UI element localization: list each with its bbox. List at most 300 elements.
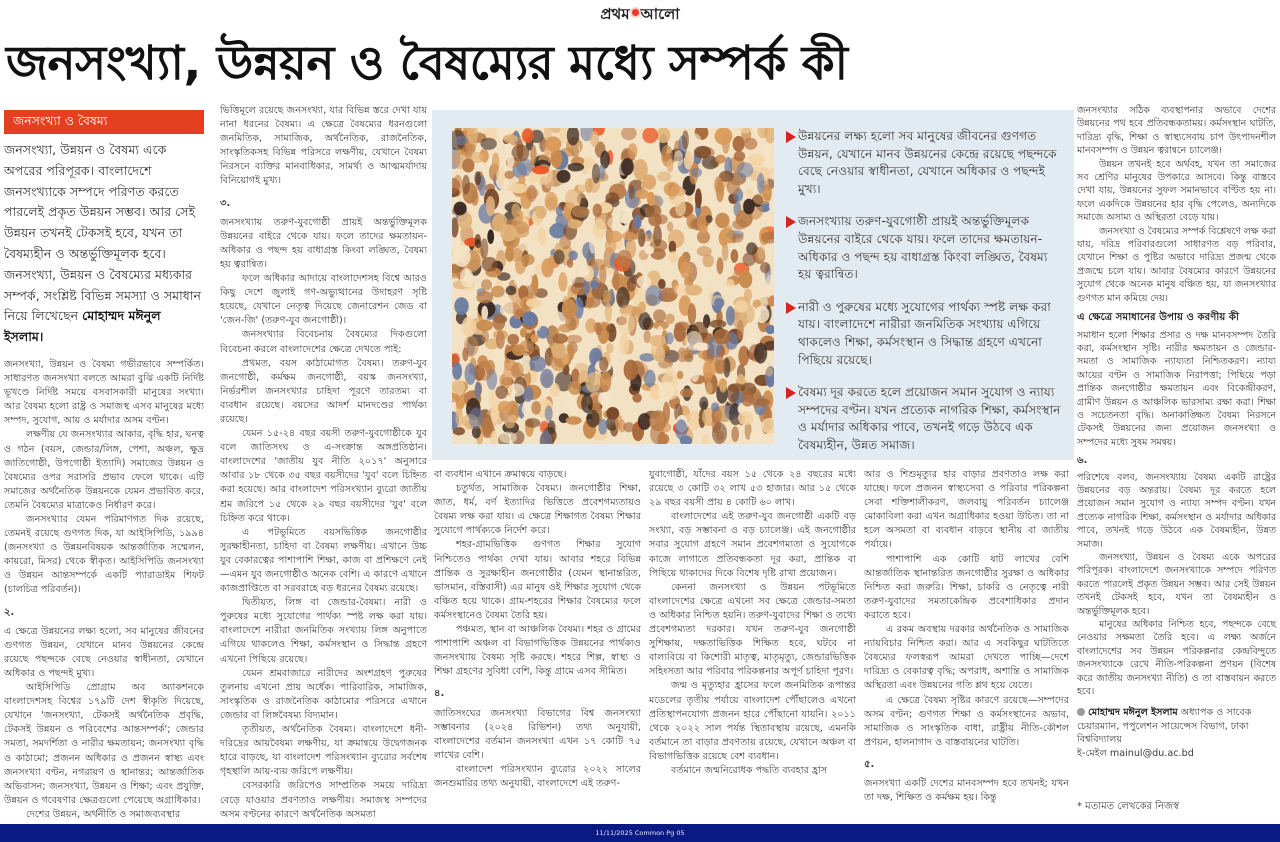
crowd-figure (734, 301, 748, 313)
crowd-figure (531, 401, 541, 415)
crowd-figure (526, 298, 541, 307)
crowd-figure (496, 386, 508, 399)
paragraph: ভিত্তিমূলে রয়েছে জনসংখ্যা, যার বিভিন্ন স্তরে দেখা যায় নানা ধরনের বৈষম্য। এ ক্ষেত্রে বৈষম্যের ধরনগুলো জনমিতিক, সামাজিক, অর্থনৈতিক, রাজনৈতিক, সাংস্কৃতিকসহ বিভিন্ন পরিসরে লক্ষণীয়, যেখানে বৈষম্য নিরসনে ব্যক্তির মানবাধিকার, সামর্থ্য ও আত্মমর্যাদায় বিনিয়োগই মুখ্য। (220, 105, 427, 187)
crowd-figure (720, 383, 727, 393)
crowd-figure (508, 415, 518, 423)
crowd-figure (756, 398, 770, 406)
section-number: ২. (4, 606, 15, 618)
crowd-figure (702, 434, 709, 444)
crowd-figure (476, 291, 493, 303)
crowd-figure (545, 406, 553, 422)
crowd-figure (757, 173, 765, 194)
crowd-figure (510, 183, 527, 193)
crowd-figure (664, 182, 680, 197)
crowd-figure (593, 218, 606, 239)
author-title: অধ্যাপক ও সাবেক চেয়ারম্যান, পপুলেশন সায়েন্সেস বিভাগ, ঢাকা বিশ্ববিদ্যালয় (1077, 707, 1252, 746)
crowd-figure (476, 320, 493, 331)
crowd-figure (493, 313, 506, 330)
crowd-figure (627, 277, 636, 292)
paragraph: কেননা জনসংখ্যা ও উন্নয়ন পটভূমিতে বাংলাদেশের ক্ষেত্রে এখনো সব ক্ষেত্রে জেন্ডার-সমতা ও অধিকার নিশ্চিত হয়নি। তরুণ-যুবাদের শিক্ষা ও তথ্যে প্রবেশগম্যতা দরকার। যখন তরুণ-যুব জনগোষ্ঠী সুশিক্ষায়, দক্ষতাভিত্তিক শিক্ষিত হবে, ঘটবে না বাল্যবিয়ে বা কিশোরী মাতৃত্ব, মাতৃমৃত্যু, জেন্ডারভিত্তিক সহিংসতা আর পরিবার পরিকল্পনার অপূর্ণ চাহিদা পূরণ। (649, 581, 856, 678)
crowd-figure (492, 153, 500, 174)
column-6 (1077, 104, 1276, 760)
crowd-figure (543, 140, 556, 156)
crowd-figure (717, 257, 724, 274)
crowd-figure (521, 254, 535, 265)
crowd-figure (572, 206, 590, 217)
crowd-figure (498, 401, 511, 414)
paragraph: আইসিপিডি প্রোগ্রাম অব অ্যাকশনকে বাংলাদেশসহ বিশ্বের ১৭৯টি দেশ স্বীকৃতি দিয়েছে, যেখানে 'জনসংখ্যা, টেকসই অর্থনৈতিক প্রবৃদ্ধি, টেকসই উন্নয়ন ও পরিবেশের আন্তসম্পর্ক'; জেন্ডার সমতা, সমদর্শিতা ও নারীর ক্ষমতায়ন; জনসংখ্যা বৃদ্ধি ও কাঠামো; প্রজনন অধিকার ও প্রজনন স্বাস্থ্য এবং জনসংখ্যা বণ্টন, নগরায়ণ ও স্থানান্তর; আন্তর্জাতিক অভিবাসন; জনসংখ্যা, উন্নয়ন ও শিক্ষা; এবং প্রযুক্তি, উন্নয়ন ও গবেষণার ক্ষেত্রগুলো পেয়েছে অগ্রাধিকার। (4, 682, 204, 806)
bullet-dot-icon (1077, 708, 1085, 716)
masthead (0, 0, 1280, 30)
crowd-figure (462, 159, 474, 173)
crowd-figure (579, 266, 590, 276)
paragraph: এ ক্ষেত্রে উন্নয়নের লক্ষ্য হলো, সব মানুষের জীবনের গুণগত উন্নয়ন, যেখানে মানব উন্নয়নের কেন্দ্রে রয়েছে পছন্দকে বেছে নেওয়ার স্বাধীনতা, যেখানে অধিকার ও পছন্দই মুখ্য। (4, 625, 204, 679)
crowd-figure (481, 306, 488, 320)
paragraph: দ্বিতীয়ত, লিঙ্গ বা জেন্ডার-বৈষম্য। নারী ও পুরুষের মধ্যে সুযোগের পার্থক্য স্পষ্ট লক্ষ করা যায়। বাংলাদেশে নারীরা জনমিতিক সংখ্যায় লিঙ্গ অনুপাতে এগিয়ে থাকলেও শিক্ষা, কর্মসংস্থান ও সিদ্ধান্ত গ্রহণে এখনো পিছিয়ে রয়েছে। (220, 597, 427, 665)
crowd-figure (487, 229, 494, 244)
crowd-figure (603, 290, 612, 304)
crowd-figure (525, 418, 540, 428)
paragraph: জনসংখ্যা ও বৈষম্যের সম্পর্ক বিশ্লেষণে লক্ষ করা যায়, দরিদ্র পরিবারগুলো সাধারণত বড় পরিবার, যেখানে শিক্ষা ও পুষ্টির অভাবে দারিদ্র্য প্রজন্ম থেকে প্রজন্মে চলে যায়। আবার বৈষম্যের কারণে উন্নয়নের সুযোগ থেকে অনেক মানুষ বঞ্চিত হয়, যা জনসংখ্যার গুণগত মান কমিয়ে দেয়। (1077, 225, 1276, 304)
crowd-figure (722, 243, 729, 262)
section-number: ৬. (1077, 455, 1088, 467)
triangle-bullet-icon (786, 131, 796, 143)
crowd-figure (605, 303, 612, 322)
crowd-figure (629, 185, 635, 199)
crowd-figure (500, 224, 517, 241)
crowd-figure (589, 235, 596, 254)
intro-body: জনসংখ্যা, উন্নয়ন ও বৈষম্য একে অপরের পরিপূরক। বাংলাদেশে জনসংখ্যাকে সম্পদে পরিণত করতে পারলেই প্রকৃত উন্নয়ন সম্ভব। আর সেই উন্নয়ন তখনই টেকসই হবে, যখন তা বৈষম্যহীন ও অন্তর্ভুক্তিমূলক হবে। জনসংখ্যা, উন্নয়ন ও বৈষম্যের মধ্যকার সম্পর্ক, সংশ্লিষ্ট বিভিন্ন সমস্যা ও সমাধান নিয়ে লিখেছেন (4, 142, 202, 324)
crowd-figure (454, 297, 468, 315)
column-5 (864, 468, 1069, 805)
crowd-figure (744, 289, 752, 302)
crowd-figure (598, 419, 607, 435)
crowd-figure (647, 192, 655, 206)
crowd-figure (705, 382, 713, 395)
crowd-figure (623, 422, 634, 432)
crowd-figure (658, 382, 674, 402)
crowd-figure (460, 268, 473, 287)
crowd-figure (619, 181, 625, 189)
crowd-photo (452, 128, 774, 444)
sun-icon (632, 9, 639, 16)
crowd-figure (590, 131, 599, 147)
column-4 (649, 468, 856, 778)
crowd-figure (675, 419, 687, 440)
paragraph: বর্তমানে জন্মনিরোধক পদ্ধতি ব্যবহার হ্রাস (671, 764, 828, 776)
crowd-figure (727, 179, 740, 194)
crowd-figure (503, 134, 518, 144)
crowd-figure (453, 245, 471, 267)
crowd-figure (482, 257, 498, 272)
crowd-figure (590, 280, 598, 289)
crowd-figure (622, 209, 630, 225)
crowd-figure (649, 410, 666, 431)
crowd-figure (608, 231, 623, 243)
logo-text-left: প্রথম (600, 4, 630, 23)
paragraph: শহর-গ্রামভিত্তিক গুণগত শিক্ষার সুযোগ নিশ্চিতেও পার্থক্য দেখা যায়। আবার শহরে বিভিন্ন প্রান্তিক ও সুরক্ষাহীন জনগোষ্ঠীর (যেমন স্থানান্তরিত, ভাসমান, বস্তিবাসী) এর মানুষ ওই শিক্ষার সুযোগ থেকে বঞ্চিত হয়ে থাকে। গ্রাম-শহরের শিক্ষার বৈষম্যের ফলে কর্মসংস্থানেও বৈষম্য তৈরি হয়। (434, 539, 641, 621)
crowd-figure (645, 246, 655, 255)
paragraph: তৃতীয়ত, অর্থনৈতিক বৈষম্য। বাংলাদেশে ধনী-দরিদ্রের আয়বৈষম্য লক্ষণীয়, যা ক্রমান্বয়ে উদ্বেগজনক হারে বাড়ছে, যা বাংলাদেশ পরিসংখ্যান ব্যুরোর সর্বশেষ গৃহস্থালি আয়-ব্যয় জরিপে লক্ষণীয়। (220, 724, 427, 778)
crowd-figure (645, 285, 662, 305)
section-number: ৫. (864, 758, 875, 770)
intro-text (4, 140, 204, 348)
crowd-figure (598, 392, 611, 405)
highlight-text: উন্নয়নের লক্ষ্য হলো সব মানুষের জীবনের গুণগত উন্নয়ন, যেখানে মানব উন্নয়নের কেন্দ্রে রয়েছে পছন্দকে বেছে নেওয়ার স্বাধীনতা, যেখানে অধিকার ও পছন্দই মুখ্য। (798, 129, 1057, 196)
crowd-figure (657, 172, 671, 182)
crowd-figure (529, 356, 546, 372)
crowd-figure (530, 145, 536, 165)
crowd-figure (522, 128, 534, 143)
crowd-figure (527, 185, 537, 202)
crowd-figure (606, 407, 619, 420)
crowd-figure (731, 426, 739, 442)
author-email[interactable]: mainul@du.ac.bd (1109, 747, 1194, 759)
crowd-figure (654, 214, 668, 224)
disclaimer: * মতামত লেখকের নিজস্ব (1077, 800, 1276, 814)
footer-text: 11/11/2025 Common Pg 05 (595, 829, 685, 837)
paragraph: বাংলাদেশের এই তরুণ-যুব জনগোষ্ঠী একটি বড় সংখ্যা, বড় সম্ভাবনা ও বড় চ্যালেঞ্জ। এই জনগোষ্ঠীর সবার সুযোগ গ্রহণে সমান প্রবেশগম্যতা ও সুযোগকে কাজে লাগাতে প্রতিবন্ধকতা দূর করা, প্রান্তিক বা পিছিয়ে থাকাদের দিকে বিশেষ দৃষ্টি রাখা প্রয়োজন। (649, 511, 856, 579)
crowd-figure (551, 128, 560, 133)
crowd-figure (658, 434, 669, 445)
crowd-figure (667, 159, 674, 173)
paragraph: জনসংখ্যা, উন্নয়ন ও বৈষম্য গভীরভাবে সম্পর্কিত। সাধারণত জনসংখ্যা বলতে আমরা বুঝি একটি নির্দিষ্ট ভূখণ্ডে নির্দিষ্ট সময়ে বসবাসকারী মানুষের সংখ্যা। আর বৈষম্য হলো রাষ্ট্র ও সমাজস্থ এসব মানুষের মধ্যে সম্পদ, সুযোগ, আয় ও মর্যাদার অসম বণ্টন। (4, 358, 204, 427)
crowd-figure (532, 274, 538, 294)
paragraph: যুবাগোষ্ঠী, যাঁদের বয়স ১৫ থেকে ২৪ বছরের মধ্যে রয়েছে ৩ কোটি ৩২ লাখ ৫৩ হাজার। আর ১৫ থেকে ২৯ বছর বয়সী প্রায় ৪ কোটি ৬০ লাখ। (649, 469, 856, 509)
crowd-figure (496, 331, 505, 349)
crowd-figure (665, 314, 675, 324)
section-tag: জনসংখ্যা ও বৈষম্য (4, 110, 204, 134)
paragraph: জনসংখ্যার বিবেচনায় বৈষম্যের দিকগুলো বিবেচনা করলে বাংলাদেশের ক্ষেত্রে দেখতে পাই: (220, 329, 427, 355)
highlight-text: বৈষম্য দূর করতে হলে প্রয়োজন সমান সুযোগ ও ন্যায্য সম্পদের বণ্টন। যখন প্রত্যেক নাগরিক শিক্ষা, কর্মসংস্থান ও মর্যাদার অধিকার পাবে, তখনই গড়ে উঠবে এক বৈষম্যহীন, উন্নত সমাজ। (798, 385, 1061, 452)
crowd-figure (568, 381, 581, 395)
paragraph: মানুষের অধিকার নিশ্চিত হবে, পছন্দকে বেছে নেওয়ার সক্ষমতা তৈরি হবে। এ লক্ষ্য অর্জনে বাংলাদেশের সব উন্নয়ন পরিকল্পনার কেন্দ্রবিন্দুতে জনসংখ্যাকে রেখে নীতি-পরিকল্পনা প্রণয়ন (বিশেষ করে জাতীয় জনসংখ্যা নীতি) ও তা বাস্তবায়ন করতে হবে। (1077, 619, 1276, 698)
triangle-bullet-icon (786, 216, 796, 228)
crowd-figure (550, 383, 560, 398)
crowd-figure (522, 312, 537, 326)
crowd-figure (481, 330, 489, 342)
crowd-figure (758, 246, 766, 260)
crowd-figure (644, 370, 656, 388)
paragraph: প্রথমত, বয়স কাঠামোগত বৈষম্য। তরুণ-যুব জনগোষ্ঠী, কর্মক্ষম জনগোষ্ঠী, বয়স্ক জনসংখ্যা, নির্ভরশীল জনসংখ্যার চাহিদা পূরণে তারতম্য বা ব্যবধান রয়েছে। বয়সের আদর্শ মানদণ্ডের পার্থক্য রয়েছে। (220, 357, 427, 425)
crowd-figure (657, 128, 671, 143)
crowd-figure (743, 199, 755, 215)
crowd-figure (572, 144, 579, 159)
crowd-figure (474, 171, 481, 185)
paragraph: জাতিসংঘের জনসংখ্যা বিভাগের বিশ্ব জনসংখ্যা সম্ভাবনার (২০২৪ রিভিশন) তথ্য অনুযায়ী, বাংলাদেশের বর্তমান জনসংখ্যা এখন ১৭ কোটি ৭৫ লাখের বেশি। (434, 707, 641, 761)
crowd-figure (727, 384, 739, 403)
crowd-figure (522, 208, 530, 223)
crowd-figure (737, 162, 754, 177)
crowd-figure (766, 367, 773, 377)
paragraph: লক্ষণীয় যে জনসংখ্যার আকার, বৃদ্ধি হার, ঘনত্ব ও গঠন (বয়স, জেন্ডার/লিঙ্গ, পেশা, অঞ্চল, ক্ষুদ্র জাতিগোষ্ঠী, উপগোষ্ঠী ইত্যাদি) সমাজের উন্নয়ন ও বৈষম্যের ওপর সরাসরি প্রভাব ফেলে থাকে। এটি সমাজের অর্থনৈতিক উন্নয়নকে যেমন প্রভাবিত করে, তেমনি বৈষম্যের মাত্রাকেও নির্ধারণ করে। (4, 429, 204, 511)
crowd-figure (739, 271, 752, 289)
crowd-figure (607, 217, 622, 230)
crowd-figure (677, 347, 687, 362)
paragraph: জনসংখ্যায় তরুণ-যুবগোষ্ঠী প্রায়ই অন্তর্ভুক্তিমূলক উন্নয়নের বাইরে থেকে যায়। ফলে তাদের ক্ষমতায়ন-অধিকার ও পছন্দ হয় বাধাগ্রস্ত কিংবা লঙ্ঘিত, বৈষম্য হয় ত্বরান্বিত। (220, 216, 427, 270)
crowd-figure (638, 301, 646, 313)
crowd-figure (569, 251, 578, 261)
paragraph: পঞ্চমত, স্থান বা আঞ্চলিক বৈষম্য। শহর ও গ্রামের পাশাপাশি অঞ্চল বা বিভাগভিত্তিক উন্নয়নের পার্থক্যও জনসংখ্যায় বৈষম্য সৃষ্টি করছে। শহরে শিল্প, স্বাস্থ্য ও শিক্ষা গ্রহণের সুবিধা বেশি, কিন্তু গ্রামে এসব সীমিত। (434, 624, 641, 678)
crowd-figure (518, 175, 525, 184)
crowd-figure (498, 168, 505, 185)
crowd-figure (738, 411, 754, 425)
crowd-figure (715, 155, 726, 164)
crowd-figure (613, 269, 620, 290)
crowd-figure (556, 206, 563, 217)
crowd-figure (600, 371, 611, 392)
paragraph: পাশাপাশি এক কোটি ষাট লাখের বেশি আন্তর্জাতিক স্থানান্তরিত জনগোষ্ঠীর সুরক্ষা ও অধিকার নিশ্চিত করা জরুরি। শিক্ষা, চাকরি ও নেতৃত্বে নারী তরুণ-যুবাদের সমতাকেন্দ্রিক প্রবেশাধিকার প্রদান করাতে হবে। (864, 553, 1069, 621)
crowd-figure (637, 275, 651, 287)
paragraph: আর ও শিশুমৃত্যুর হার বাড়ার প্রবণতাও লক্ষ করা যাচ্ছে। ফলে প্রজনন স্বাস্থ্যসেবা ও পরিবার পরিকল্পনা সেবা শক্তিশালীকরণ, জলবায়ু পরিবর্তন চ্যালেঞ্জ মোকাবিলা করা এখন অগ্রাধিকার হওয়া উচিত। তা না হলে অসমতা বা ব্যবধান বাড়বে স্থানীয় বা জাতীয় পর্যায়ে। (864, 469, 1069, 551)
crowd-figure (621, 128, 636, 140)
crowd-figure (695, 188, 702, 208)
paragraph: বা ব্যবধান এখানে ক্রমান্বয়ে বাড়ছে। (434, 469, 567, 480)
crowd-figure (726, 279, 735, 287)
crowd-figure (618, 313, 636, 335)
crowd-figure (462, 348, 468, 362)
paragraph: এ পটভূমিতে বয়সভিত্তিক জনগোষ্ঠীর সুরক্ষাহীনতা, চাহিদা বা বৈষম্য লক্ষণীয়। এখানে উচ্চ যুব বেকারত্বের পাশাপাশি শিক্ষা, কাজ বা প্রশিক্ষণে নেই—এমন যুব জনগোষ্ঠীও অনেক বেশি। এ কারণে এখানে কাজপ্রাপ্তিতে বা সরবরাহে বড় ধরনের বৈষম্য রয়েছে। (220, 526, 427, 595)
crowd-figure (620, 333, 630, 354)
highlight-item (786, 384, 1062, 454)
crowd-figure (469, 408, 483, 429)
crowd-figure (465, 363, 477, 385)
crowd-figure (710, 320, 727, 328)
crowd-figure (741, 391, 754, 407)
crowd-figure (513, 208, 523, 225)
paragraph: পরিশেষে বলব, জনসংখ্যায় বৈষম্য একটি রাষ্ট্রের উন্নয়নের বড় অন্তরায়। বৈষম্য দূর করতে হলে প্রয়োজন সমান সুযোগ ও ন্যায্য সম্পদ বণ্টন। যখন প্রত্যেক নাগরিক শিক্ষা, কর্মসংস্থান ও মর্যাদার অধিকার পাবে, তখনই গড়ে উঠবে এক বৈষম্যহীন, উন্নত সমাজ। (1077, 471, 1276, 550)
crowd-figure (520, 328, 527, 338)
crowd-figure (535, 206, 546, 219)
crowd-figure (617, 250, 632, 268)
crowd-figure (499, 432, 517, 444)
crowd-figure (697, 246, 712, 256)
triangle-bullet-icon (786, 387, 796, 399)
crowd-figure (760, 262, 770, 273)
crowd-figure (491, 407, 499, 423)
crowd-figure (655, 346, 665, 363)
crowd-figure (667, 222, 673, 232)
crowd-figure (649, 335, 666, 347)
crowd-figure (512, 344, 525, 356)
crowd-figure (703, 271, 710, 286)
triangle-bullet-icon (786, 302, 796, 314)
column-3 (434, 468, 641, 791)
crowd-figure (686, 331, 703, 351)
crowd-figure (755, 306, 770, 323)
paragraph: যেমন শ্রমবাজারে নারীদের অংশগ্রহণ পুরুষের তুলনায় এখনো প্রায় অর্ধেক। পারিবারিক, সামাজিক, সাংস্কৃতিক ও রাজনৈতিক কাঠামোর পরিসরে এখানে জেন্ডার বা লিঙ্গবৈষম্য বিদ্যমান। (220, 667, 427, 721)
crowd-figure (585, 372, 601, 392)
crowd-figure (711, 402, 719, 411)
crowd-figure (561, 349, 568, 366)
crowd-figure (653, 309, 666, 322)
crowd-figure (553, 333, 568, 343)
highlight-item (786, 128, 1062, 198)
section-number: ৩. (220, 197, 231, 209)
crowd-figure (503, 365, 512, 386)
crowd-figure (554, 250, 565, 265)
crowd-figure (618, 295, 624, 305)
crowd-figure (585, 297, 600, 308)
crowd-figure (731, 249, 739, 263)
crowd-figure (682, 130, 689, 149)
col1-body (4, 358, 204, 598)
crowd-figure (558, 272, 567, 292)
crowd-figure (733, 136, 745, 152)
crowd-figure (694, 146, 711, 159)
email-label: ই-মেইল (1077, 747, 1107, 759)
crowd-figure (724, 225, 733, 243)
crowd-figure (643, 174, 656, 189)
crowd-figure (566, 416, 582, 425)
crowd-figure (581, 394, 593, 413)
crowd-figure (606, 324, 614, 333)
highlight-bullets (786, 128, 1062, 470)
crowd-figure (507, 155, 515, 168)
crowd-figure (455, 135, 469, 145)
paragraph: জনসংখ্যার সঠিক ব্যবস্থাপনার অভাবে দেশের উন্নয়নের পথ হবে প্রতিবন্ধকতাময়। কর্মসংস্থান ঘাটতি, দারিদ্র্য বৃদ্ধি, শিক্ষা ও স্বাস্থ্যসেবায় চাপ উৎপাদনশীল মানবসম্পদ ও উন্নয়ন ত্বরান্বনে চ্যালেঞ্জ। (1077, 105, 1276, 157)
crowd-figure (668, 251, 677, 263)
crowd-figure (688, 303, 696, 325)
crowd-figure (481, 138, 497, 150)
crowd-figure (701, 401, 708, 410)
crowd-figure (567, 219, 582, 229)
crowd-figure (637, 144, 646, 155)
column-2 (220, 104, 427, 822)
paragraph: দেশের উন্নয়ন, অর্থনীতি ও সমাজব্যবস্থার (26, 808, 181, 820)
crowd-figure (559, 324, 573, 333)
intro-author: মোহাম্মদ মঈনুল ইসলাম। (4, 308, 161, 345)
crowd-figure (545, 192, 558, 211)
crowd-figure (504, 298, 514, 320)
crowd-figure (622, 232, 636, 240)
crowd-figure (743, 252, 756, 266)
highlight-item (786, 299, 1062, 369)
crowd-figure (599, 357, 608, 372)
crowd-figure (585, 318, 596, 333)
crowd-figure (593, 204, 603, 217)
crowd-figure (677, 371, 684, 379)
paragraph: এ ক্ষেত্রে বৈষম্য সৃষ্টির কারণে রয়েছে—সম্পদের অসম বণ্টন; গুণগত শিক্ষা ও কর্মসংস্থানের অভাব, সামাজিক ও সাংস্কৃতিক বাধা, রাষ্ট্রীয় নীতি-কৌশল প্রণয়ন, হালনাগাদ ও বাস্তবায়নের ঘাটতি। (864, 694, 1069, 748)
crowd-figure (691, 168, 703, 177)
crowd-figure (526, 241, 542, 252)
crowd-figure (726, 306, 735, 326)
crowd-figure (764, 128, 774, 143)
crowd-figure (599, 264, 606, 285)
page-footer (0, 824, 1280, 842)
crowd-figure (585, 178, 593, 193)
crowd-figure (532, 166, 549, 175)
crowd-figure (744, 138, 757, 150)
crowd-figure (506, 286, 517, 296)
crowd-figure (507, 334, 519, 345)
crowd-figure (690, 362, 700, 383)
crowd-figure (504, 171, 514, 179)
crowd-figure (714, 298, 725, 308)
paragraph: উন্নয়ন তখনই হবে অর্থবহ, যখন তা সমাজের সব শ্রেণির মানুষের উপকারে আসবে। কিন্তু বাস্তবে দেখা যায়, উন্নয়নের সুফল সমানভাবে বণ্টিত হয় না। ফলে একদিকে উন্নয়নের হার বৃদ্ধি পেলেও, অন্যদিকে সমাজে অসাম্য ও অস্থিরতা বেড়ে যায়। (1077, 158, 1276, 224)
crowd-figure (462, 317, 476, 337)
author-name: মোহাম্মদ মঈনুল ইসলাম (1088, 707, 1178, 719)
crowd-figure (624, 360, 638, 381)
crowd-figure (548, 420, 556, 434)
crowd-figure (674, 151, 684, 167)
crowd-figure (480, 238, 488, 259)
crowd-figure (475, 381, 482, 399)
paragraph: জনসংখ্যা, উন্নয়ন ও বৈষম্য একে অপরের পরিপূরক। বাংলাদেশে জনসংখ্যাকে সম্পদে পরিণত করতে পারলেই প্রকৃত উন্নয়ন সম্ভব। আর সেই উন্নয়ন তখনই টেকসই হবে, যখন তা বৈষম্যহীন ও অন্তর্ভুক্তিমূলক হবে। (1077, 552, 1276, 617)
crowd-figure (462, 175, 470, 195)
crowd-figure (734, 151, 745, 161)
newspaper-logo (600, 3, 679, 28)
paragraph: ফলে অধিকার আদায়ে বাংলাদেশসহ বিশ্বে আরও কিছু দেশে জুলাই গণ-অভ্যুত্থানের উদাহরণ সৃষ্টি হয়েছে, যেখানে নেতৃত্ব দিয়েছে জেনারেশন জেড বা 'জেন-জি' (তরুণ-যুব জনগোষ্ঠী)। (220, 273, 427, 327)
crowd-figure (508, 384, 525, 397)
crowd-figure (680, 262, 691, 279)
crowd-figure (680, 388, 693, 397)
highlight-text: জনসংখ্যায় তরুণ-যুবগোষ্ঠী প্রায়ই অন্তর্ভুক্তিমূলক উন্নয়নের বাইরে থেকে যায়। ফলে তাদের ক্ষমতায়ন-অধিকার ও পছন্দ হয় বাধাগ্রস্ত কিংবা লঙ্ঘিত, বৈষম্য হয় ত্বরান্বিত। (798, 214, 1048, 282)
paragraph: এ রকম অবস্থায় দরকার অর্থনৈতিক ও সামাজিক ন্যায়বিচার নিশ্চিত করা। আর এ সবকিছুর ঘাটতিতে বৈষম্যের ফলস্বরূপ আমরা দেখতে পাচ্ছি—দেশে দারিদ্র্য ও বেকারত্ব বৃদ্ধি; অপরাধ, অশান্তি ও সামাজিক অস্থিরতা এবং উন্নয়নের গতি শ্লথ হয়ে যেতে। (864, 624, 1069, 692)
crowd-figure (632, 393, 642, 402)
paragraph: বাংলাদেশ পরিসংখ্যান ব্যুরোর ২০২২ সালের জনশুমারির তথ্য অনুযায়ী, বাংলাদেশে এই তরুণ- (434, 763, 641, 789)
crowd-figure (638, 413, 651, 430)
crowd-figure (703, 362, 712, 384)
crowd-figure (599, 164, 606, 180)
crowd-figure (628, 143, 638, 159)
crowd-illustration (452, 128, 774, 444)
crowd-figure (685, 285, 702, 296)
crowd-figure (665, 332, 674, 344)
crowd-figure (478, 361, 493, 381)
paragraph: যেমন ১৫-২৪ বছর বয়সী তরুণ-যুবগোষ্ঠীকে যুব বলে জাতিসংঘ ও এ-সংক্রান্ত অঙ্গপ্রতিষ্ঠান। বাংলাদেশের 'জাতীয় যুব নীতি ২০১৭' অনুসারে আবার ১৮ থেকে ৩৫ বছর বয়সীদের 'যুব' বলে চিহ্নিত করা হয়েছে। আর বাংলাদেশ পরিসংখ্যান ব্যুরো জাতীয় শ্রম জরিপে ১৫ থেকে ২৯ বছর বয়সীদের 'যুব' বলে চিহ্নিত করে থাকে। (220, 428, 427, 524)
crowd-figure (454, 202, 467, 216)
crowd-figure (633, 215, 641, 229)
paragraph: বেসরকারি জরিপেও সাম্প্রতিক সময়ে দারিদ্র্য বেড়ে যাওয়ার প্রবণতাও লক্ষণীয়। সমাজস্থ সম্পদের অসম বণ্টনের কারণে অর্থনৈতিক অসমতা (220, 780, 427, 820)
crowd-figure (578, 184, 586, 192)
crowd-figure (606, 343, 614, 354)
crowd-figure (531, 334, 539, 343)
crowd-figure (568, 163, 585, 172)
crowd-figure (746, 189, 754, 198)
crowd-figure (605, 192, 619, 204)
headline: জনসংখ্যা, উন্নয়ন ও বৈষম্যের মধ্যে সম্পর্ক কী (6, 36, 848, 91)
paragraph: সমাধান হলো শিক্ষার প্রসার ও দক্ষ মানবসম্পদ তৈরি করা, কর্মসংস্থান সৃষ্টি। নারীর ক্ষমতায়ন ও জেন্ডার-সমতা ও সামাজিক ন্যায্যতা নিশ্চিতকরণ। ন্যায্য আয়ের বণ্টন ও সামাজিক নিরাপত্তা; পিছিয়ে পড়া প্রান্তিক জনগোষ্ঠীর ক্ষমতায়ন এবং বিকেন্দ্রীকরণ, গ্রামীণ উন্নয়ন ও আঞ্চলিক ভারসাম্য রক্ষা করা। শিক্ষা ও সচেতনতা বৃদ্ধি। অনাকাঙ্ক্ষিত বৈষম্য নিরসনে টেকসই উন্নয়নের জন্য প্রয়োজন জনসংখ্যা ও সম্পদের মধ্যে সুষম সমন্বয়। (1077, 329, 1276, 448)
crowd-figure (639, 312, 651, 330)
section-number: ৪. (434, 688, 445, 700)
column-1 (4, 110, 204, 822)
crowd-figure (452, 362, 462, 380)
crowd-figure (715, 128, 733, 145)
paragraph: জনসংখ্যা একটি দেশের মানবসম্পদ হবে তখনই; যখন তা দক্ষ, শিক্ষিত ও কর্মক্ষম হয়। কিন্তু (864, 777, 1069, 804)
crowd-figure (658, 279, 666, 289)
crowd-figure (750, 430, 763, 442)
crowd-figure (486, 196, 495, 216)
paragraph: জন্ম ও মৃত্যুহার হ্রাসের ফলে জনমিতিক রূপান্তর মডেলের তৃতীয় পর্যায়ে বাংলাদেশ পৌঁছালেও এখনো প্রতিস্থাপনযোগ্য প্রজনন হারে পৌঁছানো যায়নি। ২০১১ থেকে ২০২২ সাল পর্যন্ত স্থিতাবস্থায় রয়েছে, এমনকি বর্তমানে তা বাড়ার প্রবণতায় রয়েছে, যেখানে অঞ্চল বা বিভাগভিত্তিক রয়েছে বেশ ব্যবধান। (649, 680, 856, 762)
crowd-figure (566, 335, 582, 344)
logo-text-right: আলো (640, 4, 680, 23)
crowd-figure (674, 324, 686, 342)
crowd-figure (697, 214, 707, 232)
crowd-figure (712, 422, 727, 444)
author-signature (1077, 706, 1276, 760)
crowd-figure (653, 225, 662, 247)
highlight-text: নারী ও পুরুষের মধ্যে সুযোগের পার্থক্য স্পষ্ট লক্ষ করা যায়। বাংলাদেশে নারীরা জনমিতিক সংখ্যায় এগিয়ে থাকলেও শিক্ষা, কর্মসংস্থান ও সিদ্ধান্ত গ্রহণে এখনো পিছিয়ে রয়েছে। (798, 299, 1051, 367)
paragraph: জনসংখ্যার যেমন পরিমাণগত দিক রয়েছে, তেমনই রয়েছে গুণগত দিক, যা আইসিপিডি, ১৯৯৪ (জনসংখ্যা ও উন্নয়নবিষয়ক আন্তর্জাতিক সম্মেলন, কায়রো, মিসর) থেকে স্বীকৃত। আইসিপিডি জনসংখ্যা ও উন্নয়ন আন্তসম্পর্কে একটি প্যারাডাইম শিফট (চালচিত্র পরিবর্তন)। (4, 514, 204, 596)
crowd-figure (642, 128, 658, 143)
crowd-figure (586, 410, 599, 428)
crowd-figure (562, 299, 577, 320)
crowd-figure (475, 239, 482, 248)
crowd-figure (713, 329, 730, 345)
crowd-figure (557, 170, 571, 183)
crowd-figure (621, 158, 634, 175)
